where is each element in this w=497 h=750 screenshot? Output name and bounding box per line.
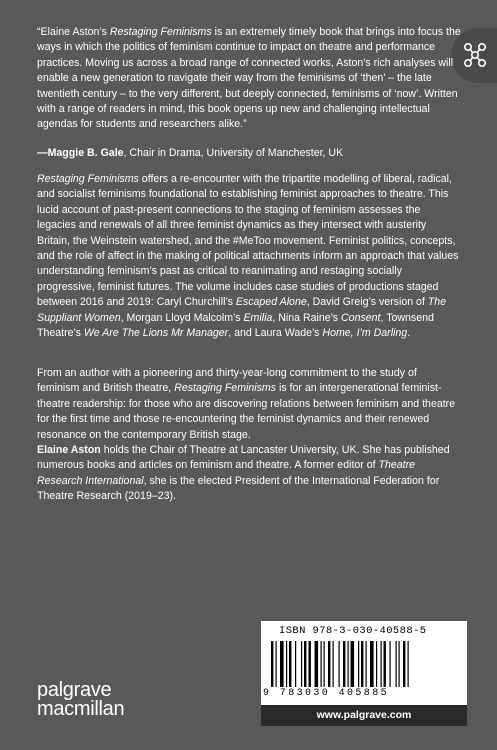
description-text: , Morgan Lloyd Malcolm’s [120,311,244,324]
barcode-bar [295,641,296,687]
work-title: We Are The Lions Mr Manager [83,327,229,340]
quote-book-title: Restaging Feminisms [109,26,212,38]
barcode-bar [351,641,355,687]
work-title: Emilia [243,311,273,324]
endorser-name: Maggie B. Gale [47,147,124,159]
publisher-line-2: macmillan [37,698,125,720]
springer-nature-star-icon [461,40,489,70]
work-title: Escaped Alone [235,296,307,309]
description-text: . [407,327,411,340]
barcode-bar [376,641,377,687]
readership-paragraph [37,366,462,443]
description-text: , Nina Raine’s [272,311,342,324]
barcode-bar [390,641,391,687]
publisher-logo [37,681,124,719]
author-bio [37,443,462,505]
barcode-bar [366,641,367,687]
journal-title: Theatre Research International [37,459,416,487]
barcode-bar [348,641,349,687]
work-title: The Suppliant Women [37,296,447,324]
barcode-bar [343,641,345,687]
barcode-bar [384,641,386,687]
barcode-bar [315,641,319,687]
bio-text: , she is the elected President of the International Federation for Theatre Research (2019–23). [37,474,440,503]
publisher-line-1: palgrave [37,679,112,701]
description-text: , David Greig’s version of [306,296,428,309]
author-name: Elaine Aston [37,444,101,456]
barcode-bar [408,641,409,687]
work-title: Consent [341,311,381,324]
barcode-bar [289,641,291,687]
paragraph-text: From an author with a pioneering and thirty-year-long commitment to the study of feminism and British theatre, [37,367,417,395]
barcode-bar [333,641,334,687]
barcode-bar [403,641,405,687]
book-title: Restaging Feminisms [37,173,139,185]
barcode-bar [396,641,397,687]
book-title: Restaging Feminisms [174,382,277,395]
barcode-bar [321,641,322,687]
barcode-bar [309,641,311,687]
barcode-bar [324,641,325,687]
bio-text: holds the Chair of Theatre at Lancaster University, UK. She has published numerous books and articles on feminism and theatre. A former editor of [37,444,450,472]
barcode-bar [358,641,359,687]
attribution-dash: — [37,147,48,159]
publisher-url: www.palgrave.com [261,705,467,726]
isbn-barcode-box [261,621,467,726]
barcode-bar [370,641,374,687]
barcode-digits: 9 783030 405885 [263,688,390,699]
barcode-bar [304,641,306,687]
description-text: , Townsend Theatre’s [37,311,434,340]
quote-text: is an extremely timely book that brings into focus the ways in which the politics of feminism continue to impact on theatre and performance practices. Moving us across a broad range of connected works, Aston’s rich analyses will enable a new generation to navigate their way from the feminisms of ‘then’ – the late twentieth century – to the very different, but deeply connected, feminisms of ‘now’. Written with a range of readers in mind, this book opens up new and challenging intellectual agendas for students and researchers alike.” [37,26,461,131]
barcode-bar [276,641,277,687]
barcode-bar [328,641,330,687]
book-description [37,172,462,341]
quote-text: “Elaine Aston’s [37,26,110,38]
barcode-bar [301,641,302,687]
barcode-bar [399,641,400,687]
barcode [269,641,459,689]
endorsement-quote [37,25,462,133]
barcode-bar [286,641,287,687]
barcode-bar [361,641,363,687]
barcode-bar [339,641,340,687]
barcode-bar [271,641,273,687]
description-text: , and Laura Wade’s [228,327,323,340]
quote-attribution [37,146,462,161]
paragraph-text: is for an intergenerational feminist-theatre readership: for those who are discovering relations between feminism and theatre for the first time and those re-encountering the feminist dynamics and their renewed resonance on the contemporary British stage. [37,382,456,441]
barcode-bar [381,641,382,687]
description-text: offers a re-encounter with the tripartite modelling of liberal, radical, and socialist feminisms foundational to establishing feminist approaches to theatre. This lucid account of past-present connections to the staging of feminism assesses the legacies and renewals of all three feminist dynamics as they intersect with austerity Britain, the Weinstein watershed, and the #MeToo movement. Feminist politics, concepts, and the role of affect in the making of political attachments inform an approach that values understanding feminism’s past as critical to reanimating and restaging socially progressive, feminist futures. The volume includes case studies of productions staged between 2016 and 2019: Caryl Churchill’s [37,173,459,309]
barcode-bar [280,641,284,687]
endorser-affiliation: , Chair in Drama, University of Manchester, UK [123,147,344,159]
isbn-label: ISBN 978-3-030-40588-5 [279,625,427,637]
work-title: Home, I’m Darling [322,327,408,340]
